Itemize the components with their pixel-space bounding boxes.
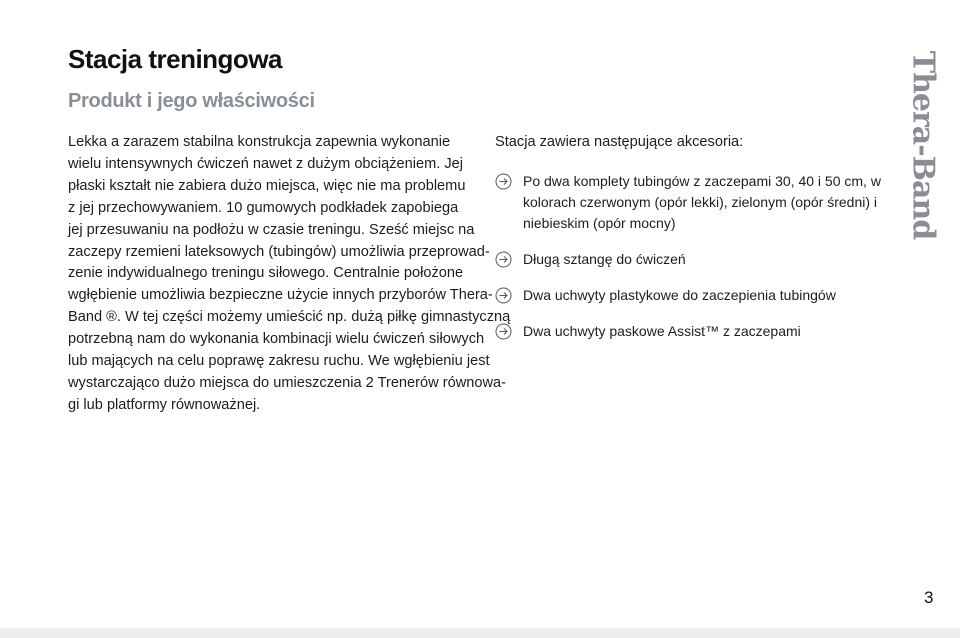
arrow-right-circle-icon [495, 251, 512, 268]
body-line: zenie indywidualnego treningu siłowego. Centralnie położone [68, 265, 464, 282]
list-item-line: Dwa uchwyty plastykowe do zaczepienia tubingów [523, 286, 836, 303]
section-subtitle: Produkt i jego właściwości [68, 90, 315, 112]
list-item [495, 249, 885, 270]
body-line: płaski kształt nie zabiera dużo miejsca, więc nie ma problemu [68, 177, 466, 194]
body-line: Lekka a zarazem stabilna konstrukcja zapewnia wykonanie [68, 134, 451, 150]
brand-logo-text: Thera-Band [905, 50, 941, 240]
list-item-line: Po dwa komplety tubingów z zaczepami 30, 40 i 50 cm, w [523, 172, 881, 189]
accessories-list [495, 171, 885, 342]
page-title: Stacja treningowa [68, 44, 282, 74]
list-item-line: kolorach czerwonym (opór lekki), zielonym (opór średni) i [523, 193, 878, 210]
body-line: lub mających na celu poprawę zakresu ruchu. We wgłębieniu jest [68, 353, 490, 370]
body-line: potrzebną nam do wykonania kombinacji wielu ćwiczeń siłowych [68, 331, 485, 348]
list-item-line: niebieskim (opór mocny) [523, 214, 676, 231]
arrow-right-circle-icon [495, 287, 512, 304]
product-description [68, 132, 511, 417]
list-item-line: Długą sztangę do ćwiczeń [523, 250, 686, 267]
body-line: jej przesuwaniu na podłożu w czasie treningu. Sześć miejsc na [68, 221, 475, 238]
list-item [495, 171, 885, 234]
accessories-intro: Stacja zawiera następujące akcesoria: [495, 134, 744, 150]
body-line: z jej przechowywaniem. 10 gumowych podkładek zapobiega [68, 199, 459, 216]
body-line: wystarczająco dużo miejsca do umieszczenia 2 Trenerów równowa- [68, 374, 506, 391]
body-line: gi lub platformy równoważnej. [68, 396, 261, 413]
page-number: 3 [924, 588, 934, 607]
arrow-right-circle-icon [495, 323, 512, 340]
list-item [495, 321, 885, 342]
body-line: zaczepy rzemieni lateksowych (tubingów) umożliwia przeprowad- [68, 243, 490, 260]
body-line: wielu intensywnych ćwiczeń nawet z dużym obciążeniem. Jej [68, 155, 464, 172]
list-item-line: Dwa uchwyty paskowe Assist™ z zaczepami [523, 322, 801, 339]
arrow-right-circle-icon [495, 173, 512, 190]
list-item [495, 285, 885, 306]
brand-logo [906, 52, 940, 238]
body-line: wgłębienie umożliwia bezpieczne użycie innych przyborów Thera- [68, 287, 493, 304]
body-line: Band ®. W tej części możemy umieścić np. dużą piłkę gimnastyczną [68, 309, 511, 326]
accessories-section [495, 132, 885, 357]
footer-divider [0, 628, 960, 638]
